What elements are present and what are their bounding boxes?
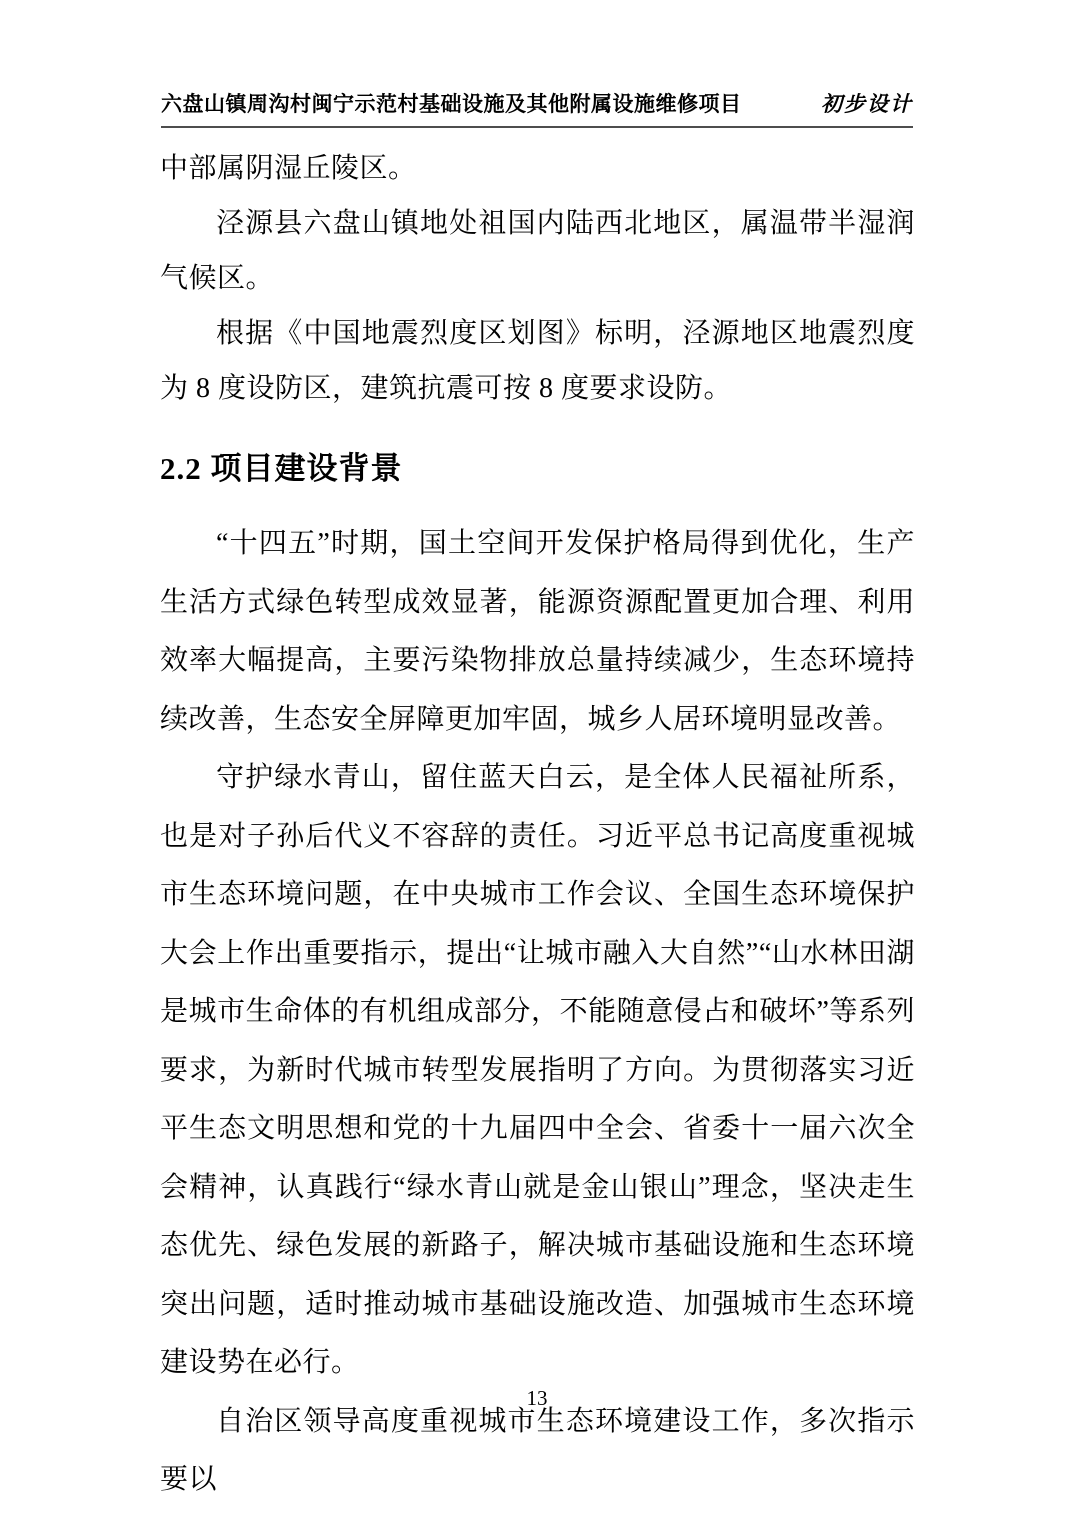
paragraph-ecology: 守护绿水青山，留住蓝天白云，是全体人民福祉所系，也是对子孙后代义不容辞的责任。习近平总书记高度重视城市生态环境问题，在中央城市工作会议、全国生态环境保护大会上作出重要指示，提出“让城市融入大自然”“山水林田湖是城市生命体的有机组成部分，不能随意侵占和破坏”等系列要求，为新时代城市转型发展指明了方向。为贯彻落实习近平生态文明思想和党的十九届四中全会、省委十一届六次全会精神，认真践行“绿水青山就是金山银山”理念，坚决走生态优先、绿色发展的新路子，解决城市基础设施和生态环境突出问题，适时推动城市基础设施改造、加强城市生态环境建设势在必行。 [160,762,915,1378]
paragraph-14th-five-year: “十四五”时期，国土空间开发保护格局得到优化，生产生活方式绿色转型成效显著，能源资源配置更加合理、利用效率大幅提高，主要污染物排放总量持续减少，生态环境持续改善，生态安全屏障更加牢固，城乡人居环境明显改善。 [160,528,915,735]
page-header [161,88,913,118]
paragraph-regional-leaders: 自治区领导高度重视城市生态环境建设工作，多次指示要以 [160,1405,915,1495]
section-body-block [160,515,915,1510]
page-number: 13 [526,1386,548,1410]
section-heading: 2.2 项目建设背景 [160,451,403,486]
body-top-block [160,141,915,416]
header-divider [161,126,913,128]
header-doc-stage: 初步设计 [821,92,913,116]
header-project-title: 六盘山镇周沟村闽宁示范村基础设施及其他附属设施维修项目 [161,92,742,116]
paragraph-continuation: 中部属阴湿丘陵区。 [160,153,417,184]
page-footer [0,1386,1074,1411]
paragraph-climate: 泾源县六盘山镇地处祖国内陆西北地区，属温带半湿润气候区。 [160,208,915,294]
paragraph-seismic: 根据《中国地震烈度区划图》标明，泾源地区地震烈度为 8 度设防区，建筑抗震可按 8 度要求设防。 [160,318,915,404]
